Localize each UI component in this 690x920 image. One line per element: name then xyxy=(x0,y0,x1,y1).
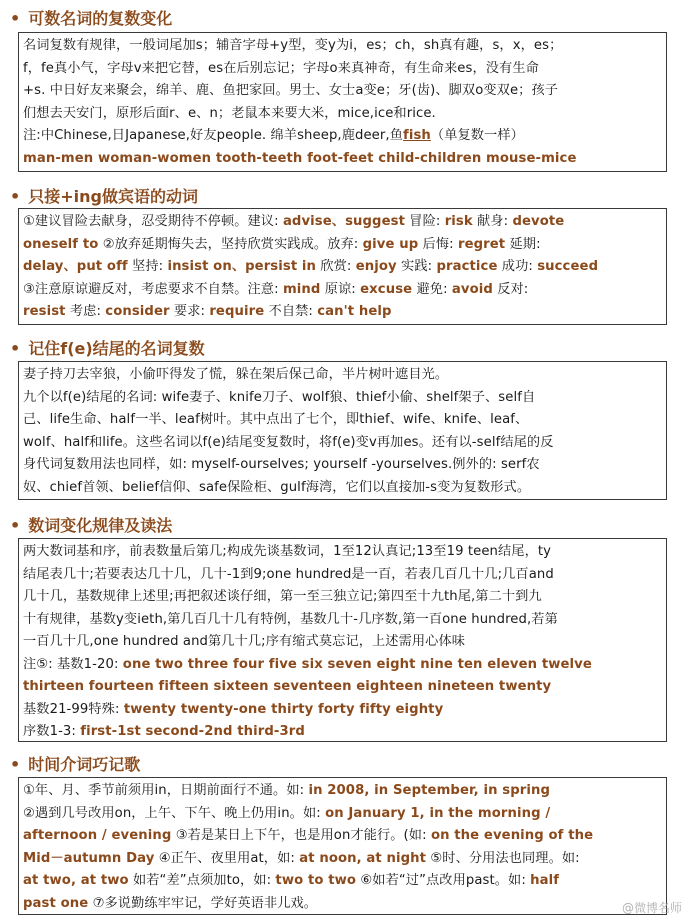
bullet-icon: • xyxy=(10,339,21,358)
section-heading: • 数词变化规律及读法 xyxy=(10,516,173,535)
bullet-icon: • xyxy=(10,516,21,535)
section-heading: • 记住f(e)结尾的名词复数 xyxy=(10,339,205,358)
bullet-icon: • xyxy=(10,755,21,774)
content-box: ①建议冒险去献身，忍受期待不停顿。建议: advise、suggest 冒险: risk 献身: devote oneself to ②放弃延期悔失去，坚持欣赏实践成。放弃: give up 后悔: regret 延期: delay、put off 坚持: insist on、persist in 欣赏: enjoy 实践: practice 成功: succeed ③注意原谅避反对，考虑要求不自禁。注意: mind 原谅: excuse 避免: avoid 反对: resist 考虑: consider 要求: require 不自禁: can't help xyxy=(18,208,667,325)
content-box: 妻子持刀去宰狼，小偷吓得发了慌，躲在架后保己命，半片树叶遮目光。 九个以f(e)结尾的名词: wife妻子、knife刀子、wolf狼、thief小偷、shelf架子、self自 己、life生命、half一半、leaf树叶。其中点出了七个，即thief、wife、knife、leaf、 wolf、half和life。这些名词以f(e)结尾变复数时，将f(e)变v再加es。还有以-self结尾的反 身代词复数用法也同样，如: myself-ourselves; yourself -yourselves.例外的: serf农 奴、chief首领、belief信仰、safe保险柜、gulf海湾，它们以直接加-s变为复数形式。 xyxy=(18,361,667,500)
watermark: @微博名师 xyxy=(621,901,682,915)
section-heading: • 可数名词的复数变化 xyxy=(10,9,173,28)
section-heading: • 只接+ing做宾语的动词 xyxy=(10,187,198,206)
content-box: 名词复数有规律，一般词尾加s；辅音字母+y型，变y为i，es；ch，sh真有趣，s，x，es； f，fe真小气，字母v来把它替，es在后别忘记；字母o来真神奇，有生命来es，没有生命 +s. 中日好友来聚会，绵羊、鹿、鱼把家回。男士、女士a变e；牙(齿)、脚双o变双e；孩子 们想去天安门，原形后面r、e、n；老鼠本来要大米，mice,ice和rice. 注:中Chinese,日Japanese,好友people. 绵羊sheep,鹿deer,鱼fish（单复数一样） man-men woman-women tooth-teeth foot-feet child-children mouse-mice xyxy=(18,32,667,172)
content-box: ①年、月、季节前须用in，日期前面行不通。如: in 2008, in September, in spring ②遇到几号改用on，上午、下午、晚上仍用in。如: on January 1, in the morning / afternoon / evening ③若是某日上下午，也是用on才能行。(如: on the evening of the Mid－autumn Day ④正午、夜里用at，如: at noon, at night ⑤时、分用法也同理。如: at two, at two 如若“差”点须加to，如: two to two ⑥如若“过”点改用past。如: half past one ⑦多说勤练牢牢记，学好英语非儿戏。 xyxy=(18,777,667,915)
content-box: 两大数词基和序，前表数量后第几;构成先谈基数词，1至12认真记;13至19 teen结尾，ty 结尾表几十;若要表达几十几，几十-1到9;one hundred是一百，若表几百几十几;几百and 几十几，基数规律上述里;再把叙述谈仔细，第一至三独立记;第四至十九th尾,第二十到九 十有规律，基数y变ieth,第几百几十几有特例，基数几十-几序数,第一百one hundred,若第 一百几十几,one hundred and第几十几;序有缩式莫忘记，上述需用心体味 注⑤: 基数1-20: one two three four five six seven eight nine ten eleven twelve thirteen fourteen fifteen sixteen seventeen eighteen nineteen twenty 基数21-99特殊: twenty twenty-one thirty forty fifty eighty 序数1-3: first-1st second-2nd third-3rd xyxy=(18,538,667,742)
bullet-icon: • xyxy=(10,187,21,206)
bullet-icon: • xyxy=(10,9,21,28)
section-heading: • 时间介词巧记歌 xyxy=(10,755,141,774)
